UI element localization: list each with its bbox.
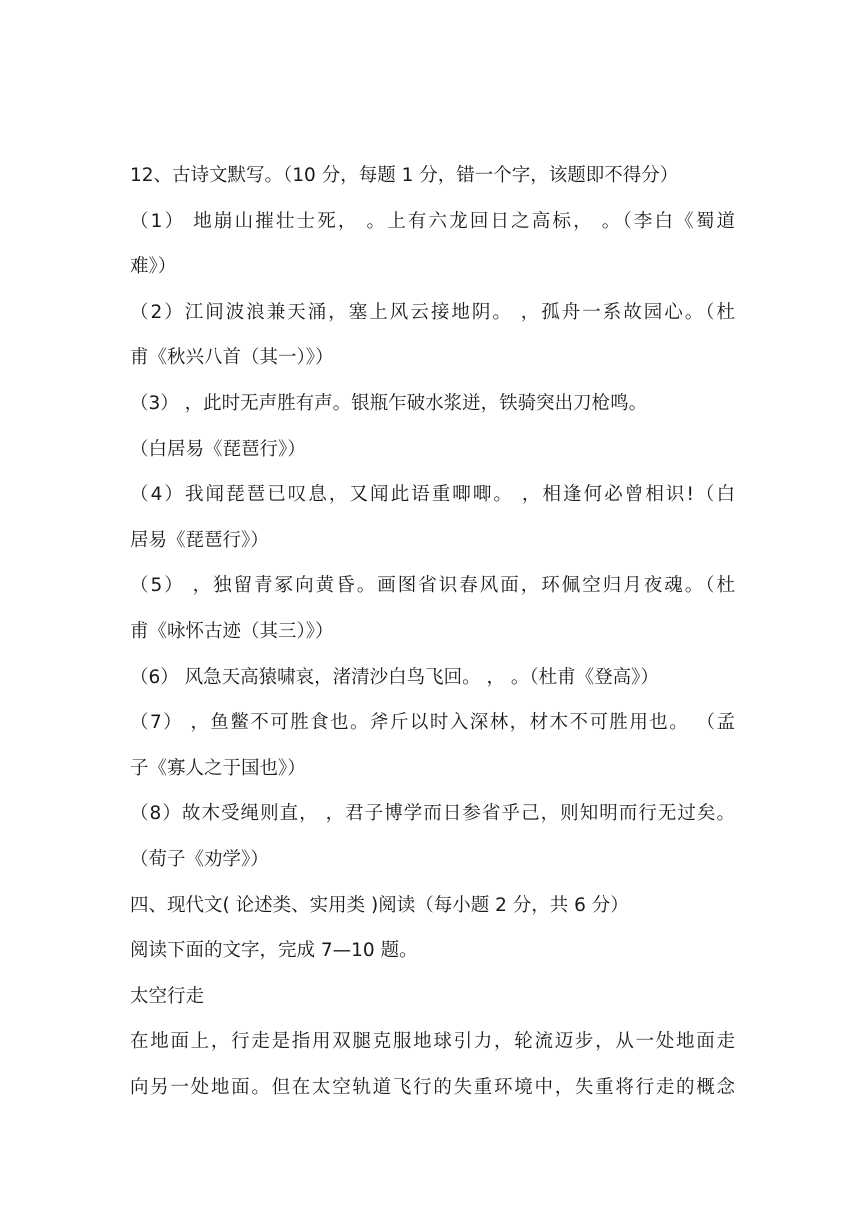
item-4-line-2: 居易《琵琶行》）: [130, 529, 269, 551]
passage-title: 太空行走: [130, 985, 205, 1007]
item-2-line-1: （2）江间波浪兼天涌，塞上风云接地阴。 ，孤舟一系故园心。（杜: [130, 301, 735, 323]
reading-instruction: 阅读下面的文字，完成 7—10 题。: [130, 940, 418, 962]
document-body: [130, 153, 735, 1110]
item-1-line-1: （1） 地崩山摧壮士死， 。上有六龙回日之高标， 。（李白《蜀道: [130, 210, 735, 232]
item-8-line-2: （荀子《劝学》）: [130, 848, 269, 870]
section-4-heading: 四、现代文( 论述类、实用类 )阅读（每小题 2 分，共 6 分）: [130, 894, 629, 916]
item-7-line-2: 子《寡人之于国也》）: [130, 757, 306, 779]
passage-line-1: 在地面上，行走是指用双腿克服地球引力，轮流迈步，从一处地面走: [130, 1031, 735, 1053]
item-5-line-2: 甫《咏怀古迹（其三）》）: [130, 620, 334, 642]
item-5-line-1: （5） ，独留青冢向黄昏。画图省识春风面，环佩空归月夜魂。（杜: [130, 575, 735, 597]
item-8-line-1: （8）故木受绳则直， ，君子博学而日参省乎己，则知明而行无过矣。: [130, 803, 735, 825]
item-6-line: （6） 风急天高猿啸哀，渚清沙白鸟飞回。 ， 。（杜甫《登高》）: [130, 666, 659, 688]
item-3-line-1: （3） ，此时无声胜有声。银瓶乍破水浆迸，铁骑突出刀枪鸣。: [130, 392, 648, 414]
item-7-line-1: （7） ，鱼鳖不可胜食也。斧斤以时入深林，材木不可胜用也。 （孟: [130, 712, 735, 734]
item-1-line-2: 难》）: [130, 256, 177, 278]
item-3-line-2: （白居易《琵琶行》）: [130, 438, 306, 460]
question-12-heading: 12、古诗文默写。（10 分，每题 1 分，错一个字，该题即不得分）: [130, 165, 679, 186]
item-4-line-1: （4）我闻琵琶已叹息，又闻此语重唧唧。 ，相逢何必曾相识!（白: [130, 484, 735, 506]
item-2-line-2: 甫《秋兴八首（其一）》）: [130, 347, 334, 369]
passage-line-2: 向另一处地面。但在太空轨道飞行的失重环境中，失重将行走的概念: [130, 1076, 735, 1098]
